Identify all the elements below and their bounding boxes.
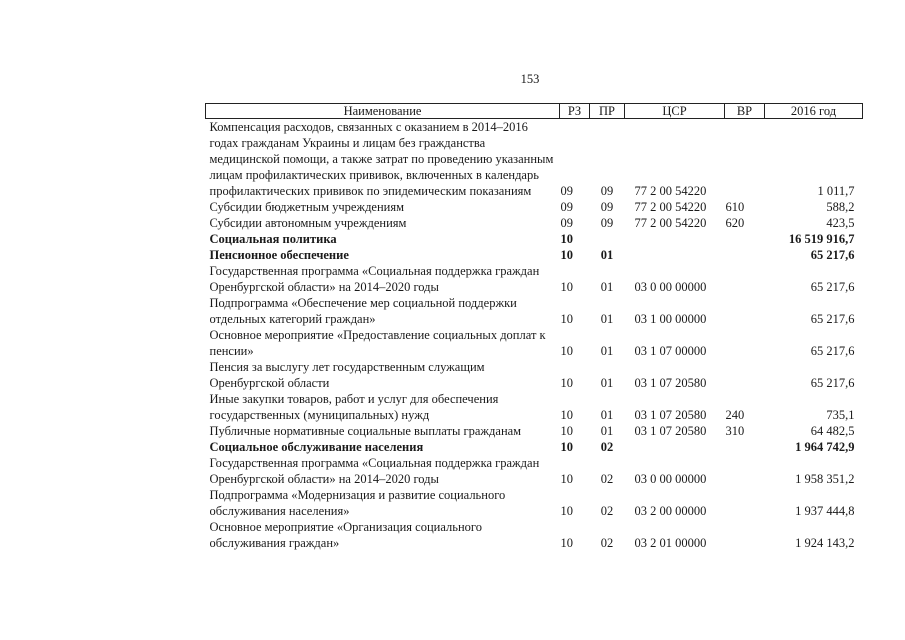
- vr-cell: 610: [725, 200, 745, 214]
- vr-cell: 240: [725, 408, 745, 422]
- vr-cell: [725, 263, 765, 295]
- sum-cell: 65 217,6: [810, 312, 855, 326]
- table-body: [206, 119, 863, 552]
- table-row: [206, 391, 863, 423]
- sum-cell: 735,1: [826, 408, 855, 422]
- name-cell: Пенсионное обеспечение: [209, 248, 349, 262]
- name-cell: Подпрограмма «Модернизация и развитие социального обслуживания населения»: [209, 488, 506, 518]
- table-row: [206, 423, 863, 439]
- vr-cell: [725, 439, 765, 455]
- csr-cell: 03 0 00 00000: [634, 472, 707, 486]
- table-header: [206, 104, 863, 119]
- csr-cell: 03 1 00 00000: [634, 312, 707, 326]
- table-row: [206, 199, 863, 215]
- pr-cell: [590, 231, 625, 247]
- name-cell: Компенсация расходов, связанных с оказанием в 2014–2016 годах гражданам Украины и лицам без гражданства медицинской помощи, а также затрат по проведению указанным лицам профилактических прививок, включенных в календарь профилактических прививок по эпидемическим показаниям: [209, 120, 554, 198]
- header-sum: 2016 год: [765, 104, 863, 119]
- pr-cell: 09: [600, 200, 614, 214]
- name-cell: Пенсия за выслугу лет государственным служащим Оренбургской области: [209, 360, 485, 390]
- page-number: 153: [520, 72, 540, 86]
- pr-cell: 01: [600, 344, 614, 358]
- vr-cell: [725, 359, 765, 391]
- csr-cell: 77 2 00 54220: [634, 184, 707, 198]
- rz-cell: 10: [560, 280, 573, 294]
- header-csr: ЦСР: [625, 104, 725, 119]
- name-cell: Основное мероприятие «Организация социального обслуживания граждан»: [209, 520, 482, 550]
- csr-cell: 03 1 07 20580: [634, 376, 707, 390]
- sum-cell: 65 217,6: [810, 376, 855, 390]
- table-row: [206, 295, 863, 327]
- vr-cell: 620: [725, 216, 745, 230]
- rz-cell: 10: [560, 376, 573, 390]
- rz-cell: 10: [560, 472, 573, 486]
- pr-cell: 02: [600, 440, 614, 454]
- rz-cell: 09: [560, 216, 573, 230]
- sum-cell: 64 482,5: [810, 424, 855, 438]
- csr-cell: 03 0 00 00000: [634, 280, 707, 294]
- csr-cell: 03 2 01 00000: [634, 536, 707, 550]
- table-row: [206, 487, 863, 519]
- csr-cell: 03 1 07 00000: [634, 344, 707, 358]
- rz-cell: 10: [560, 408, 573, 422]
- pr-cell: 09: [600, 184, 614, 198]
- header-vr: ВР: [725, 104, 765, 119]
- name-cell: Основное мероприятие «Предоставление социальных доплат к пенсии»: [209, 328, 546, 358]
- vr-cell: 310: [725, 424, 745, 438]
- rz-cell: 09: [560, 184, 573, 198]
- vr-cell: [725, 295, 765, 327]
- name-cell: Публичные нормативные социальные выплаты гражданам: [209, 424, 522, 438]
- table-row: [206, 327, 863, 359]
- name-cell: Субсидии бюджетным учреждениям: [209, 200, 405, 214]
- header-row: [206, 104, 863, 119]
- pr-cell: 02: [600, 504, 614, 518]
- table-row: [206, 519, 863, 551]
- csr-cell: 03 2 00 00000: [634, 504, 707, 518]
- csr-cell: 03 1 07 20580: [634, 408, 707, 422]
- rz-cell: 10: [560, 344, 573, 358]
- name-cell: Иные закупки товаров, работ и услуг для обеспечения государственных (муниципальных) нужд: [209, 392, 499, 422]
- sum-cell: 65 217,6: [810, 344, 855, 358]
- sum-cell: 588,2: [826, 200, 855, 214]
- csr-cell: [625, 231, 725, 247]
- pr-cell: 01: [600, 376, 614, 390]
- pr-cell: 09: [600, 216, 614, 230]
- name-cell: Государственная программа «Социальная поддержка граждан Оренбургской области» на 2014–2020 годы: [209, 456, 540, 486]
- sum-cell: 1 011,7: [817, 184, 855, 198]
- vr-cell: [725, 487, 765, 519]
- name-cell: Социальное обслуживание населения: [209, 440, 424, 454]
- vr-cell: [725, 231, 765, 247]
- vr-cell: [725, 247, 765, 263]
- sum-cell: 16 519 916,7: [788, 232, 855, 246]
- sum-cell: 1 924 143,2: [795, 536, 855, 550]
- csr-cell: [625, 247, 725, 263]
- table-row: [206, 231, 863, 247]
- sum-cell: 1 937 444,8: [795, 504, 855, 518]
- pr-cell: 01: [600, 248, 614, 262]
- name-cell: Государственная программа «Социальная поддержка граждан Оренбургской области» на 2014–2020 годы: [209, 264, 540, 294]
- rz-cell: 10: [560, 536, 573, 550]
- rz-cell: 10: [560, 248, 573, 262]
- sum-cell: 65 217,6: [810, 248, 855, 262]
- table-row: [206, 455, 863, 487]
- table-row: [206, 263, 863, 295]
- table-row: [206, 247, 863, 263]
- header-rz: РЗ: [560, 104, 590, 119]
- sum-cell: 1 958 351,2: [795, 472, 855, 486]
- name-cell: Субсидии автономным учреждениям: [209, 216, 407, 230]
- csr-cell: 77 2 00 54220: [634, 216, 707, 230]
- pr-cell: 01: [600, 408, 614, 422]
- pr-cell: 01: [600, 424, 614, 438]
- vr-cell: [725, 455, 765, 487]
- pr-cell: 02: [600, 536, 614, 550]
- csr-cell: 03 1 07 20580: [634, 424, 707, 438]
- sum-cell: 1 964 742,9: [795, 440, 855, 454]
- rz-cell: 10: [560, 232, 573, 246]
- rz-cell: 10: [560, 504, 573, 518]
- vr-cell: [725, 119, 765, 200]
- rz-cell: 10: [560, 424, 573, 438]
- table-row: [206, 215, 863, 231]
- csr-cell: [625, 439, 725, 455]
- csr-cell: 77 2 00 54220: [634, 200, 707, 214]
- table-row: [206, 439, 863, 455]
- vr-cell: [725, 327, 765, 359]
- pr-cell: 01: [600, 312, 614, 326]
- sum-cell: 65 217,6: [810, 280, 855, 294]
- rz-cell: 10: [560, 312, 573, 326]
- rz-cell: 09: [560, 200, 573, 214]
- name-cell: Социальная политика: [209, 232, 337, 246]
- rz-cell: 10: [560, 440, 573, 454]
- table-row: [206, 119, 863, 200]
- sum-cell: 423,5: [826, 216, 855, 230]
- header-pr: ПР: [590, 104, 625, 119]
- budget-table: [205, 103, 863, 551]
- vr-cell: [725, 519, 765, 551]
- header-name: Наименование: [206, 104, 560, 119]
- pr-cell: 01: [600, 280, 614, 294]
- table-row: [206, 359, 863, 391]
- pr-cell: 02: [600, 472, 614, 486]
- name-cell: Подпрограмма «Обеспечение мер социальной поддержки отдельных категорий граждан»: [209, 296, 517, 326]
